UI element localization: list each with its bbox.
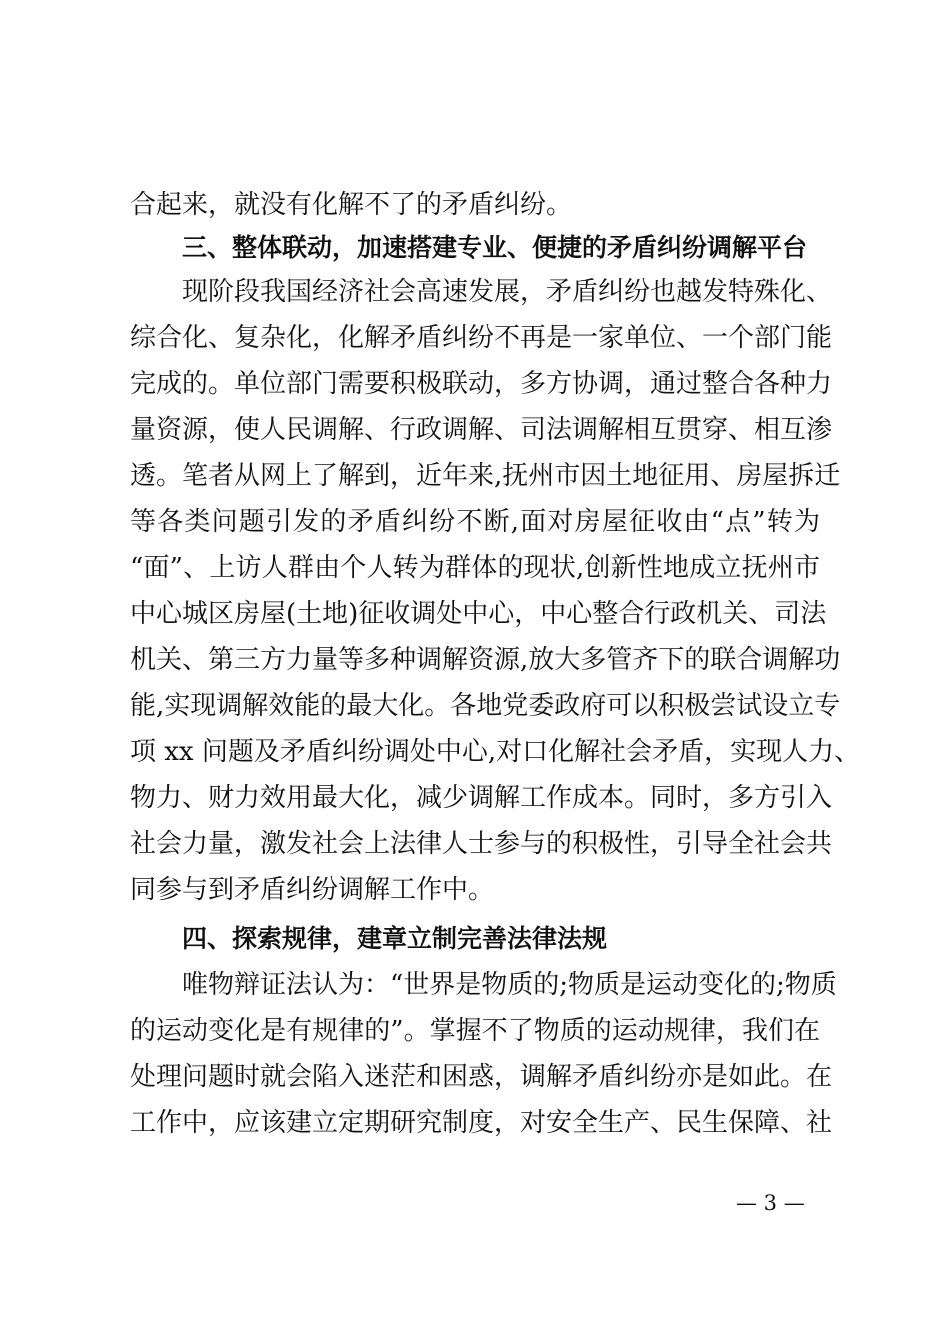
- body-text-line: 量资源，使人民调解、行政调解、司法调解相互贯穿、相互渗: [130, 415, 833, 445]
- body-text-line: 中心城区房屋(土地)征收调处中心，中心整合行政机关、司法: [130, 599, 827, 629]
- body-text-line: 唯物辩证法认为：“世界是物质的;物质是运动变化的;物质: [182, 970, 837, 1000]
- body-text-line: 透。笔者从网上了解到，近年来,抚州市因土地征用、房屋拆迁: [130, 461, 841, 491]
- body-text-line: 等各类问题引发的矛盾纠纷不断,面对房屋征收由“点”转为: [130, 507, 820, 537]
- body-text-line: 工作中，应该建立定期研究制度，对安全生产、民生保障、社: [130, 1108, 833, 1138]
- body-text-line: 合起来，就没有化解不了的矛盾纠纷。: [130, 190, 573, 220]
- page-number: — 3 —: [736, 1191, 805, 1215]
- body-text-line: “面”、上访人群由个人转为群体的现状,创新性地成立抚州市: [130, 553, 820, 583]
- body-text-line: 能,实现调解效能的最大化。各地党委政府可以积极尝试设立专: [130, 691, 841, 721]
- body-text-line: 现阶段我国经济社会高速发展，矛盾纠纷也越发特殊化、: [182, 277, 833, 307]
- body-text-line: 处理问题时就会陷入迷茫和困惑，调解矛盾纠纷亦是如此。在: [130, 1062, 833, 1092]
- body-text-line: 完成的。单位部门需要积极联动，多方协调，通过整合各种力: [130, 369, 833, 399]
- section-heading-four: 四、探索规律，建章立制完善法律法规: [182, 924, 608, 953]
- body-text-line: 机关、第三方力量等多种调解资源,放大多管齐下的联合调解功: [130, 645, 841, 675]
- section-heading-three: 三、整体联动，加速搭建专业、便捷的矛盾纠纷调解平台: [182, 233, 808, 262]
- body-text-line: 项 xx 问题及矛盾纠纷调处中心,对口化解社会矛盾，实现人力、: [130, 737, 861, 767]
- body-text-line: 的运动变化是有规律的”。掌握不了物质的运动规律，我们在: [130, 1016, 820, 1046]
- body-text-line: 社会力量，激发社会上法律人士参与的积极性，引导全社会共: [130, 829, 833, 859]
- body-text-line: 物力、财力效用最大化，减少调解工作成本。同时，多方引入: [130, 783, 833, 813]
- body-text-line: 同参与到矛盾纠纷调解工作中。: [130, 875, 495, 905]
- body-text-line: 综合化、复杂化，化解矛盾纠纷不再是一家单位、一个部门能: [130, 323, 833, 353]
